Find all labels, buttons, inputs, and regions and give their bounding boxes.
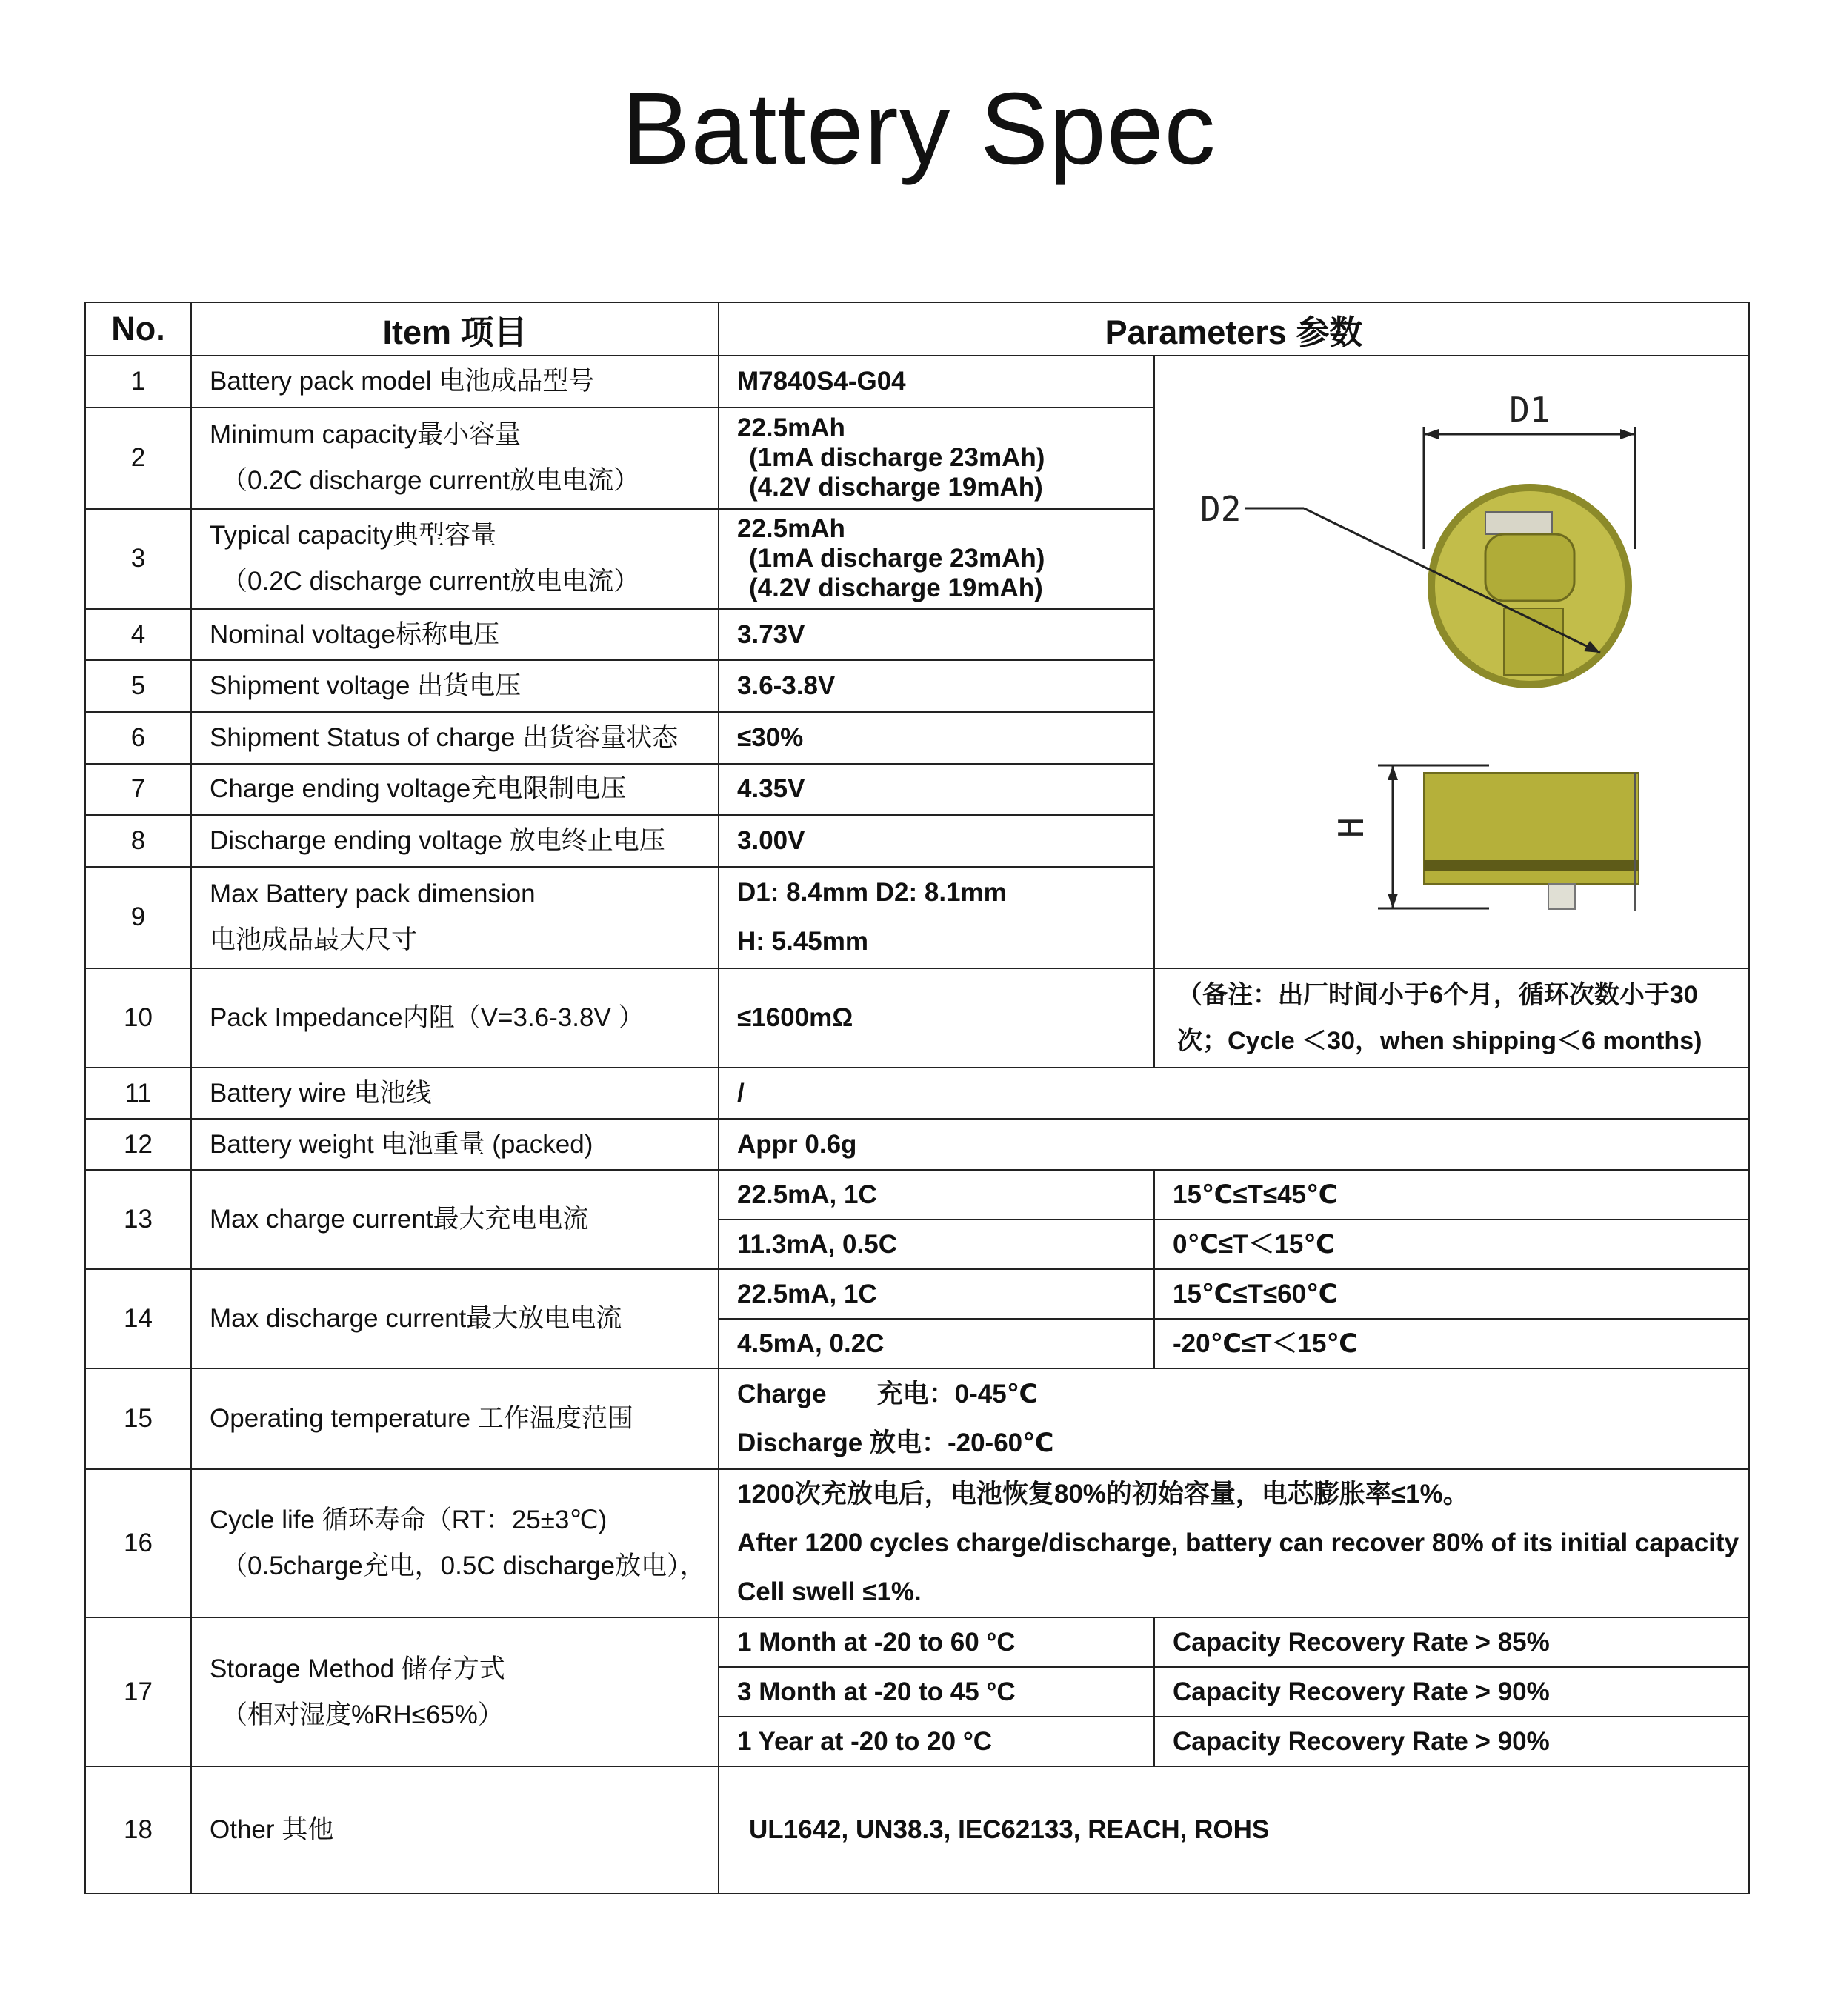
value-line: 1200次充放电后，电池恢复80%的初始容量，电芯膨胀率≤1%。 bbox=[737, 1480, 1469, 1508]
row-value bbox=[719, 407, 1154, 509]
row-item-line: （0.5charge充电，0.5C discharge放电）， bbox=[222, 1551, 706, 1580]
row-item: Max discharge current最大放电电流 bbox=[191, 1269, 719, 1368]
sub-condition: Capacity Recovery Rate > 90% bbox=[1154, 1667, 1749, 1717]
row-item-line: Storage Method 储存方式 bbox=[210, 1654, 505, 1683]
table-row bbox=[85, 1170, 1749, 1220]
table-row bbox=[85, 968, 1749, 1068]
row-number: 7 bbox=[85, 764, 191, 816]
row-item bbox=[191, 509, 719, 609]
sub-value: 4.5mA, 0.2C bbox=[719, 1319, 1154, 1368]
table-row bbox=[85, 1617, 1749, 1667]
row-value bbox=[719, 509, 1154, 609]
row-value bbox=[719, 867, 1154, 968]
sub-condition: Capacity Recovery Rate > 90% bbox=[1154, 1717, 1749, 1766]
value-line: Cell swell ≤1%. bbox=[737, 1577, 922, 1606]
value-line: Charge 充电：0-45℃ bbox=[737, 1380, 1039, 1408]
table-row bbox=[85, 356, 1749, 407]
row-number: 2 bbox=[85, 407, 191, 509]
table-row bbox=[85, 1368, 1749, 1469]
sub-condition: -20℃≤T＜15℃ bbox=[1154, 1319, 1749, 1368]
battery-top-tab bbox=[1485, 534, 1574, 601]
row-item-line: （相对湿度%RH≤65%） bbox=[222, 1700, 504, 1729]
table-row bbox=[85, 1269, 1749, 1319]
row-item: Nominal voltage标称电压 bbox=[191, 609, 719, 661]
row-note: （备注：出厂时间小于6个月，循环次数小于30次；Cycle ＜30，when shipping＜6 months) bbox=[1154, 968, 1749, 1068]
row-item-line: （0.2C discharge current放电电流） bbox=[222, 567, 640, 596]
row-value: 3.00V bbox=[719, 815, 1154, 867]
sub-condition: 15℃≤T≤60℃ bbox=[1154, 1269, 1749, 1319]
d2-label: D2 bbox=[1199, 489, 1241, 529]
row-value: M7840S4-G04 bbox=[719, 356, 1154, 407]
value-line: H: 5.45mm bbox=[737, 927, 869, 957]
table-row bbox=[85, 1119, 1749, 1170]
row-item: Discharge ending voltage 放电终止电压 bbox=[191, 815, 719, 867]
row-item: Shipment Status of charge 出货容量状态 bbox=[191, 712, 719, 764]
row-number: 4 bbox=[85, 609, 191, 661]
h-label: H bbox=[1331, 817, 1371, 838]
value-line: 22.5mAh bbox=[737, 514, 845, 544]
row-item-line: （0.2C discharge current放电电流） bbox=[222, 466, 640, 496]
header-params: Parameters 参数 bbox=[719, 302, 1749, 356]
row-item-line: 电池成品最大尺寸 bbox=[210, 925, 418, 955]
row-number: 17 bbox=[85, 1617, 191, 1766]
row-number: 6 bbox=[85, 712, 191, 764]
value-line: Discharge 放电：-20-60℃ bbox=[737, 1428, 1054, 1457]
row-item bbox=[191, 1469, 719, 1617]
row-number: 16 bbox=[85, 1469, 191, 1617]
sub-value: 22.5mA, 1C bbox=[719, 1269, 1154, 1319]
row-value: ≤1600mΩ bbox=[719, 968, 1154, 1068]
sub-value: 22.5mA, 1C bbox=[719, 1170, 1154, 1220]
table-row bbox=[85, 1068, 1749, 1119]
row-item: Battery weight 电池重量 (packed) bbox=[191, 1119, 719, 1170]
row-item: Pack Impedance内阻（V=3.6-3.8V ） bbox=[191, 968, 719, 1068]
row-item: Max charge current最大充电电流 bbox=[191, 1170, 719, 1269]
row-value: UL1642, UN38.3, IEC62133, REACH, ROHS bbox=[719, 1766, 1749, 1894]
row-value bbox=[719, 1469, 1749, 1617]
row-value bbox=[719, 1368, 1749, 1469]
d1-label: D1 bbox=[1508, 390, 1551, 430]
row-value: 3.73V bbox=[719, 609, 1154, 661]
sub-value: 11.3mA, 0.5C bbox=[719, 1220, 1154, 1269]
row-number: 13 bbox=[85, 1170, 191, 1269]
row-item: Battery pack model 电池成品型号 bbox=[191, 356, 719, 407]
table-row bbox=[85, 1469, 1749, 1617]
header-row bbox=[85, 302, 1749, 356]
row-number: 5 bbox=[85, 660, 191, 712]
row-number: 12 bbox=[85, 1119, 191, 1170]
row-value: 3.6-3.8V bbox=[719, 660, 1154, 712]
row-number: 15 bbox=[85, 1368, 191, 1469]
value-line: After 1200 cycles charge/discharge, battery can recover 80% of its initial capacity bbox=[737, 1528, 1739, 1557]
spec-table bbox=[84, 302, 1750, 1894]
value-line: D1: 8.4mm D2: 8.1mm bbox=[737, 878, 1007, 908]
row-item-line: Max Battery pack dimension bbox=[210, 879, 536, 909]
row-item-line: Typical capacity典型容量 bbox=[210, 521, 497, 550]
table-row bbox=[85, 1766, 1749, 1894]
sub-condition: Capacity Recovery Rate > 85% bbox=[1154, 1617, 1749, 1667]
sub-value: 3 Month at -20 to 45 °C bbox=[719, 1667, 1154, 1717]
row-value: / bbox=[719, 1068, 1749, 1119]
row-item bbox=[191, 407, 719, 509]
value-line: (4.2V discharge 19mAh) bbox=[749, 573, 1043, 603]
row-item-line: Minimum capacity最小容量 bbox=[210, 420, 522, 450]
row-item: Charge ending voltage充电限制电压 bbox=[191, 764, 719, 816]
row-number: 11 bbox=[85, 1068, 191, 1119]
row-item bbox=[191, 1617, 719, 1766]
sub-condition: 15℃≤T≤45℃ bbox=[1154, 1170, 1749, 1220]
header-no: No. bbox=[85, 302, 191, 356]
row-number: 9 bbox=[85, 867, 191, 968]
row-item: Other 其他 bbox=[191, 1766, 719, 1894]
row-number: 10 bbox=[85, 968, 191, 1068]
row-item: Battery wire 电池线 bbox=[191, 1068, 719, 1119]
sub-condition: 0℃≤T＜15℃ bbox=[1154, 1220, 1749, 1269]
battery-drawing-cell bbox=[1154, 356, 1749, 968]
header-item: Item 项目 bbox=[191, 302, 719, 356]
value-line: 22.5mAh bbox=[737, 413, 845, 443]
row-item: Shipment voltage 出货电压 bbox=[191, 660, 719, 712]
sub-value: 1 Year at -20 to 20 °C bbox=[719, 1717, 1154, 1766]
value-line: (4.2V discharge 19mAh) bbox=[749, 473, 1043, 502]
row-number: 14 bbox=[85, 1269, 191, 1368]
sub-value: 1 Month at -20 to 60 °C bbox=[719, 1617, 1154, 1667]
row-number: 1 bbox=[85, 356, 191, 407]
value-line: (1mA discharge 23mAh) bbox=[749, 544, 1045, 573]
battery-drawing bbox=[1156, 356, 1748, 964]
row-number: 18 bbox=[85, 1766, 191, 1894]
row-item: Operating temperature 工作温度范围 bbox=[191, 1368, 719, 1469]
row-number: 8 bbox=[85, 815, 191, 867]
value-line: (1mA discharge 23mAh) bbox=[749, 443, 1045, 473]
page-title: Battery Spec bbox=[622, 72, 1216, 186]
row-number: 3 bbox=[85, 509, 191, 609]
row-item bbox=[191, 867, 719, 968]
row-value: Appr 0.6g bbox=[719, 1119, 1749, 1170]
row-value: ≤30% bbox=[719, 712, 1154, 764]
row-value: 4.35V bbox=[719, 764, 1154, 816]
row-item-line: Cycle life 循环寿命（RT：25±3℃) bbox=[210, 1506, 607, 1534]
